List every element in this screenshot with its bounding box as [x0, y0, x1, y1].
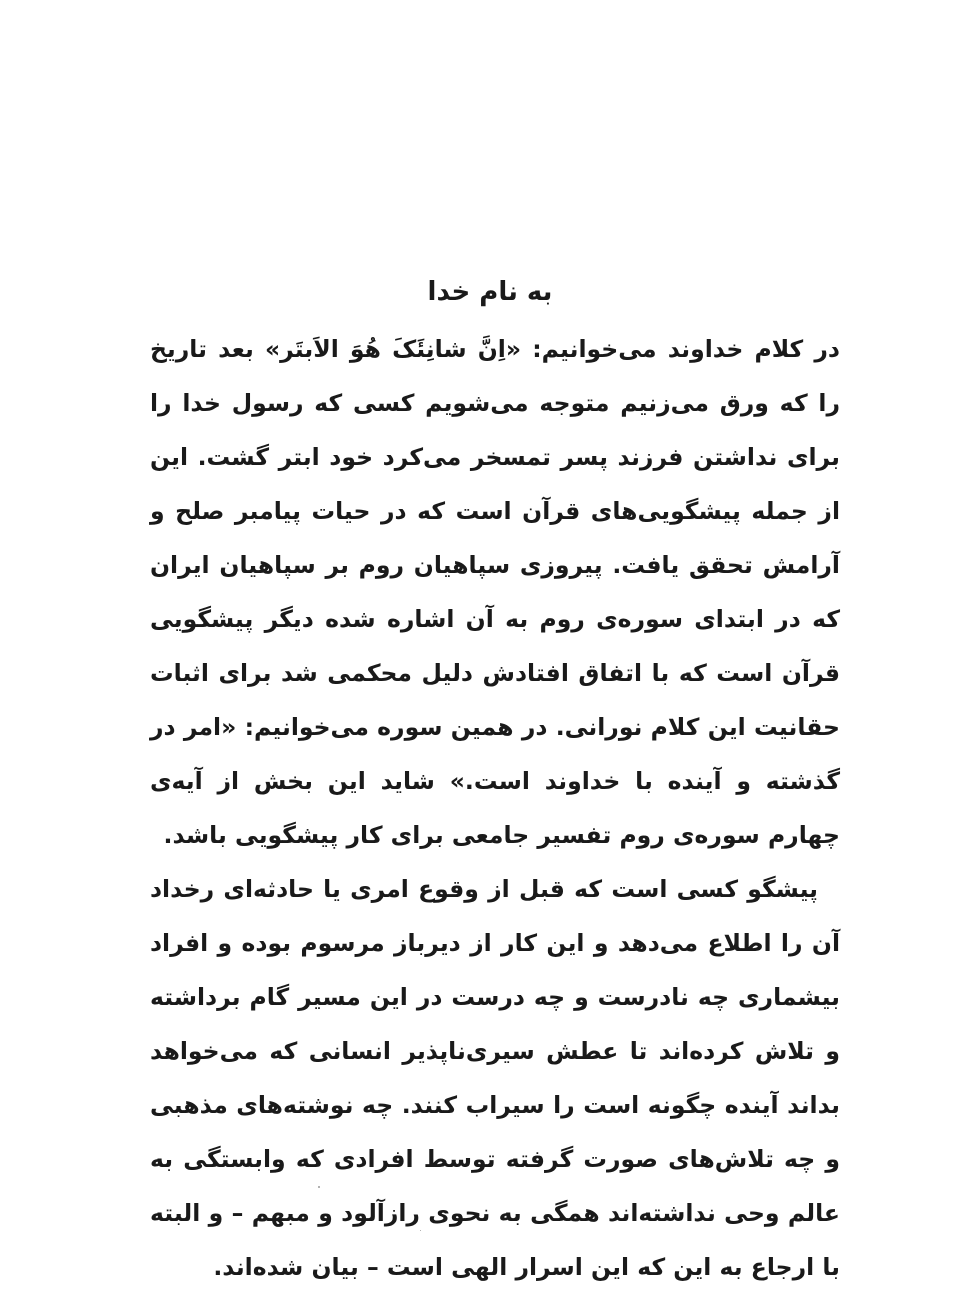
paper-speck: [420, 1230, 421, 1231]
paragraph-1: در کلام خداوند می‌خوانیم: «اِنَّ شانِئَکَ هُوَ الاَبتَر» بعد تاریخ را که ورق می‌زنیم متوجه می‌شویم کسی که رسول خدا را برای نداشتن فرزند پسر تمسخر می‌کرد خود ابتر گشت. این از جمله پیشگویی‌های قرآن است که در حیات پیامبر صلح و آرامش تحقق یافت. پیروزی سپاهیان روم بر سپاهیان ایران که در ابتدای سوره‌ی روم به آن اشاره شده دیگر پیشگویی قرآن است که با اتفاق افتادش دلیل محکمی شد برای اثبات حقانیت این کلام نورانی. در همین سوره می‌خوانیم: «امر در گذشته و آینده با خداوند است.» شاید این بخش از آیه‌ی چهارم سوره‌ی روم تفسیر جامعی برای کار پیشگویی باشد.: [150, 335, 840, 849]
page-text: [150, 262, 840, 1294]
paragraph-2: پیشگو کسی است که قبل از وقوع امری یا حادثه‌ای رخداد آن را اطلاع می‌دهد و این کار از دیرباز مرسوم بوده و افراد بیشماری چه نادرست و چه درست در این مسیر گام برداشته و تلاش کرده‌اند تا عطش سیری‌ناپذیر انسانی که می‌خواهد بداند آینده چگونه است را سیراب کنند. چه نوشته‌های مذهبی و چه تلاش‌های صورت گرفته توسط افرادی که وابستگی به عالم وحی نداشته‌اند همگی به نحوی رازآلود و مبهم – و البته با ارجاع به این که این اسرار الهی است – بیان شده‌اند.: [150, 875, 840, 1281]
paper-speck: [318, 1186, 320, 1188]
page-title: به نام خدا: [427, 277, 553, 307]
